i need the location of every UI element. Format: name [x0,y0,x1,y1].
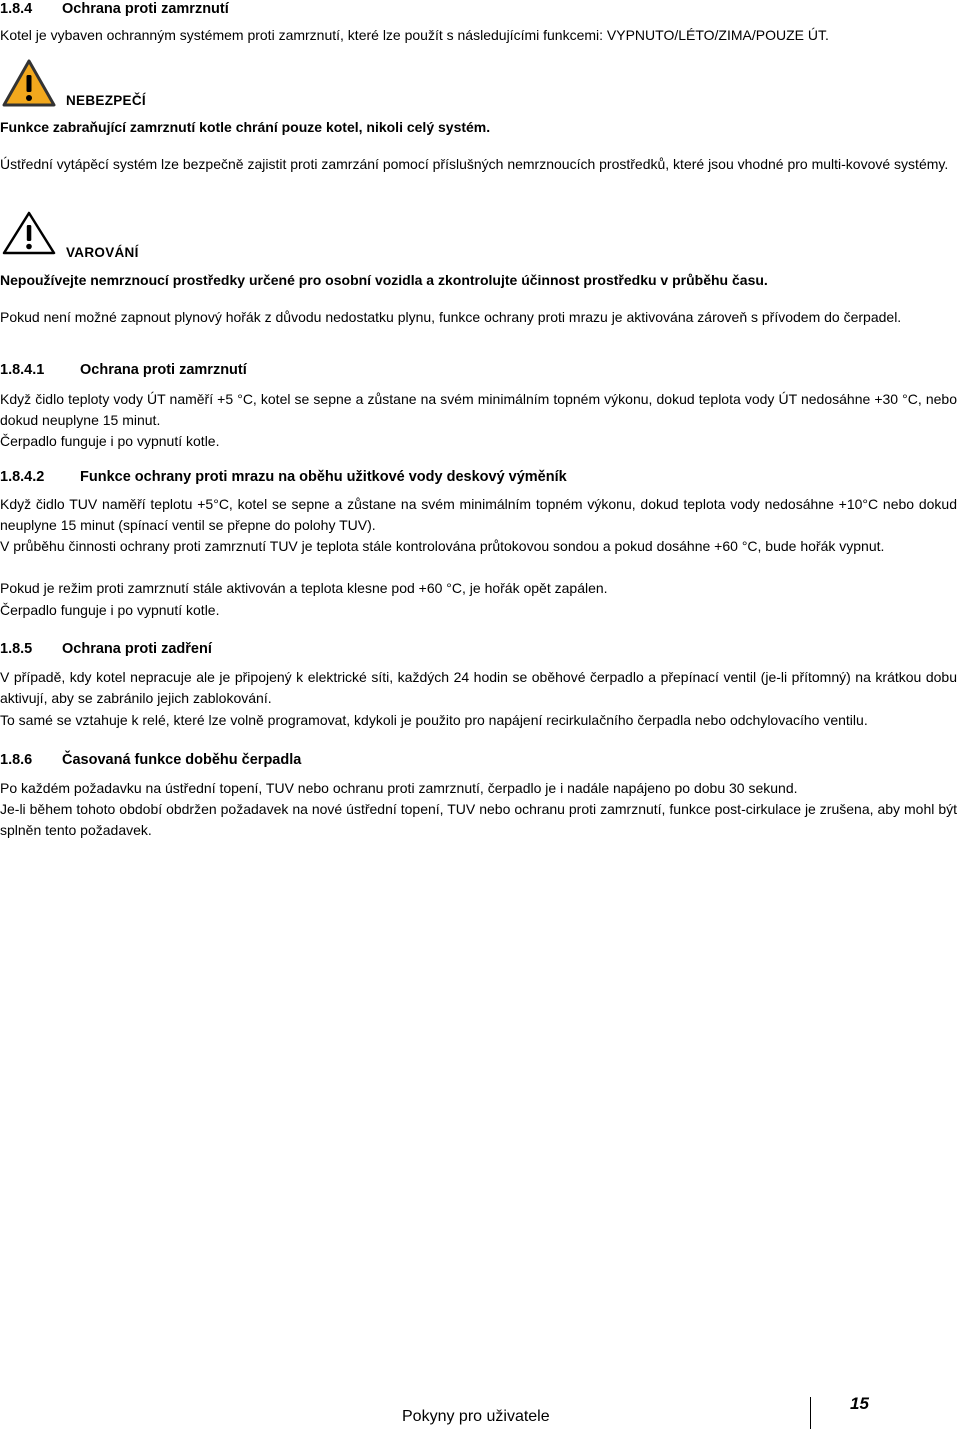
section-number: 1.8.6 [0,752,33,768]
section-title: Ochrana proti zamrznutí [62,1,229,17]
paragraph: Po každém požadavku na ústřední topení, TUV nebo ochranu proti zamrznutí, čerpadlo je i nadále napájeno po dobu 30 sekund. [0,780,798,796]
intro-paragraph: Kotel je vybaven ochranným systémem proti zamrznutí, které lze použít s následujícími funkcemi: VYPNUTO/LÉTO/ZIMA/POUZE ÚT. [0,27,829,43]
paragraph: Čerpadlo funguje i po vypnutí kotle. [0,602,220,618]
gas-note: Pokud není možné zapnout plynový hořák z důvodu nedostatku plynu, funkce ochrany proti mrazu je aktivována zároveň s přívodem do čerpadel. [0,309,902,325]
warning-label: VAROVÁNÍ [66,245,139,260]
warning-triangle-outline-icon [2,210,56,256]
paragraph: Je-li během tohoto období obdržen požadavek na nové ústřední topení, TUV nebo ochranu proti zamrznutí, funkce post-cirkulace je zrušena, aby mohl být splněn tento požadavek. [0,801,957,838]
footer-title: Pokyny pro uživatele [402,1408,550,1425]
section-number: 1.8.4.2 [0,469,45,485]
section-heading-1-8-6 [0,751,301,769]
section-title: Funkce ochrany proti mrazu na oběhu užitkové vody deskový výměník [80,469,567,485]
page-number: 15 [850,1394,869,1413]
section-title: Časovaná funkce doběhu čerpadla [62,752,302,768]
footer-divider [810,1397,811,1429]
section-heading-1-8-4-2 [0,468,567,486]
paragraph: V případě, kdy kotel nepracuje ale je připojený k elektrické síti, každých 24 hodin se oběhové čerpadlo a přepínací ventil (je-li přítomný) na krátkou dobu aktivují, aby se zabránilo jejich zablokování. [0,669,957,706]
paragraph: Když čidlo TUV naměří teplotu +5°C, kotel se sepne a zůstane na svém minimálním topném výkonu, dokud teplota vody nedosáhne +10°C nebo dokud neuplyne 15 minut (spínací ventil se přepne do polohy TUV). [0,496,957,533]
section-number: 1.8.4.1 [0,362,45,378]
danger-text: Funkce zabraňující zamrznutí kotle chrání pouze kotel, nikoli celý systém. [0,119,491,135]
section-heading-1-8-4 [0,0,229,18]
section-title: Ochrana proti zadření [62,641,212,657]
paragraph: Čerpadlo funguje i po vypnutí kotle. [0,433,220,449]
paragraph: V průběhu činnosti ochrany proti zamrznutí TUV je teplota stále kontrolována průtokovou sondou a pokud dosáhne +60 °C, bude hořák vypnut. [0,538,885,554]
section-heading-1-8-4-1 [0,361,247,379]
paragraph: Když čidlo teploty vody ÚT naměří +5 °C, kotel se sepne a zůstane na svém minimálním topném výkonu, dokud teplota vody ÚT nedosáhne +30 °C, nebo dokud neuplyne 15 minut. [0,391,957,428]
paragraph: To samé se vztahuje k relé, které lze volně programovat, kdykoli je použito pro napájení recirkulačního čerpadla nebo odchylovacího ventilu. [0,712,868,728]
section-number: 1.8.4 [0,1,33,17]
warning-text: Nepoužívejte nemrznoucí prostředky určené pro osobní vozidla a zkontrolujte účinnost prostředku v průběhu času. [0,272,768,288]
section-title: Ochrana proti zamrznutí [80,362,247,378]
danger-label: NEBEZPEČÍ [66,93,146,108]
warning-triangle-icon [2,58,56,108]
paragraph: Pokud je režim proti zamrznutí stále aktivován a teplota klesne pod +60 °C, je hořák opět zapálen. [0,580,608,596]
section-heading-1-8-5 [0,640,212,658]
central-heating-note: Ústřední vytápěcí systém lze bezpečně zajistit proti zamrzání pomocí příslušných nemrznoucích prostředků, které jsou vhodné pro multi-kovové systémy. [0,156,949,172]
section-number: 1.8.5 [0,641,33,657]
